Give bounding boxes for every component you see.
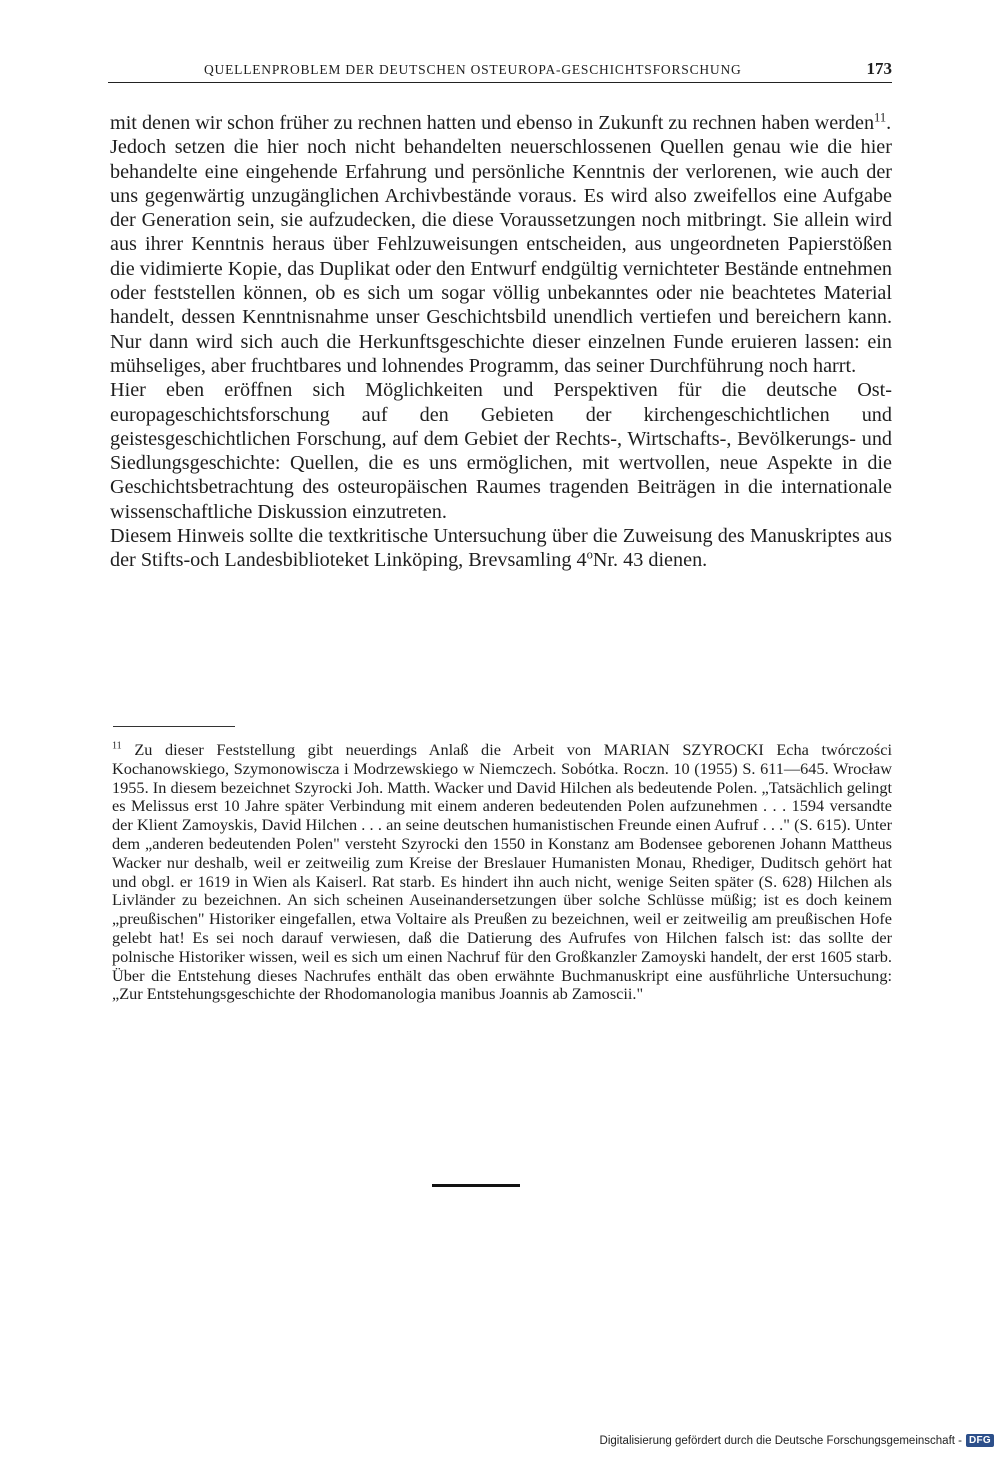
paragraph-1 xyxy=(110,111,892,135)
dfg-logo: DFG xyxy=(966,1434,994,1447)
page-number: 173 xyxy=(866,59,892,78)
footnote-separator xyxy=(113,726,235,728)
digitization-text: Digitalisierung gefördert durch die Deutsche Forschungsgemeinschaft - xyxy=(599,1434,962,1447)
footnote-11 xyxy=(112,741,892,1004)
paragraph-1-text: mit denen wir schon früher zu rechnen hatten und ebenso in Zukunft zu rechnen haben werden xyxy=(110,112,875,134)
end-rule xyxy=(432,1184,520,1187)
paragraph-4-text-b: Nr. 43 dienen. xyxy=(592,549,708,572)
footnote-text: Zu dieser Feststellung gibt neuerdings Anlaß die Arbeit von MARIAN SZYROCKI Echa twórczości Kochanowskiego, Szymonowiscza i Modrzewskiego w Niemczech. Sobótka. Roczn. 10 (1955) S. 611—645. Wrocław 1955. In diesem bezeichnet Szyrocki Joh. Matth. Wacker und David Hilchen als bedeutende Polen. „Tatsächlich gelingt es Melissus erst 10 Jahre später Verbindung mit einem anderen bedeutenden Polen aufzunehmen . . . 1594 versandte der Klient Zamoyskis, David Hilchen . . . an seine deutschen humanistischen Freunde einen Aufruf . . ." (S. 615). Unter dem „anderen bedeutenden Polen" versteht Szyrocki den 1550 in Konstanz am Bodensee geborenen Johann Mattheus Wacker nur deshalb, weil er zeitweilig zum Kreise der Breslauer Humanisten Monau, Rhediger, Duditsch gehört hat und obgl. er 1619 in Wien als Kaiserl. Rat starb. Es hindert ihn auch nicht, wenige Seiten später (S. 628) Hilchen als Livländer zu bezeichnen. An sich scheinen Auseinandersetzungen über solche Schlüsse müßig; ist es doch keinem „preußischen" Historiker eingefallen, etwa Voltaire als Preußen zu bezeichnen, weil er zeitweilig am preußischen Hofe gelebt hat! Es sei noch darauf verwiesen, daß die Datierung des Aufrufes von Hilchen falsch ist: das sollte der polnische Historiker wissen, weil es sich um einen Nachruf für den Großkanzler Zamoyski handelt, der erst 1605 starb. Über die Entstehung dieses Nachrufes enthält das oben erwähnte Buchmanuskript eine ausführliche Untersuchung: „Zur Entstehungsgeschichte der Rhodomanologia manibus Joannis ab Zamoscii." xyxy=(112,740,892,1004)
main-text xyxy=(110,111,892,573)
footnote-number: 11 xyxy=(112,740,122,752)
paragraph-4 xyxy=(110,524,892,573)
paragraph-3: Hier eben eröffnen sich Möglichkeiten und Perspektiven für die deutsche Osteuropageschichtsforschung auf den Gebieten der kirchengeschichtlichen und geistesgeschichtlichen Forschung, auf dem Gebiet der Rechts-, Wirtschafts-, Bevölkerungs- und Siedlungsgeschichte: Quellen, die es uns ermöglichen, mit wertvollen, neue Aspekte in die Geschichtsbetrachtung des osteuropäischen Raumes tragenden Beiträgen in die internationale wissenschaftliche Diskussion einzutreten. xyxy=(110,379,892,523)
degree-mark: o xyxy=(586,547,593,562)
paragraph-2: Jedoch setzen die hier noch nicht behandelten neuerschlossenen Quellen genau wie die hier behandelte eine eingehende Erfahrung und persönliche Kenntnis der verlorenen, wie auch der uns gegenwärtig unzugänglichen Archivbestände voraus. Es wird also zweifellos eine Aufgabe der Generation sein, sie aufzudecken, die diese Voraussetzungen noch mitbringt. Sie allein wird aus ihrer Kenntnis heraus über Fehlzuweisungen entscheiden, aus ungeordneten Papierstößen die vidimierte Kopie, das Duplikat oder den Entwurf endgültig vernichteter Bestände entnehmen oder feststellen können, ob es sich um sogar völlig unbekanntes oder nie beachtetes Material handelt, dessen Kenntnisnahme unser Geschichtsbild unendlich vertiefen und bereichern kann. Nur dann wird sich auch die Herkunftsgeschichte dieser einzelnen Funde eruieren lassen: ein mühseliges, aber fruchtbares und lohnendes Programm, das seiner Durchführung noch harrt. xyxy=(110,136,892,377)
footnote-reference: 11 xyxy=(874,110,887,125)
page-header xyxy=(108,58,892,83)
paragraph-4-text-a: Diesem Hinweis sollte die textkritische Untersuchung über die Zuweisung des Manuskriptes aus der Stifts-och Landesbiblioteket Linköping, Brevsamling 4 xyxy=(110,525,892,572)
paragraph-1-end: . xyxy=(886,112,892,134)
digitization-notice xyxy=(600,1434,994,1447)
running-head: QUELLENPROBLEM DER DEUTSCHEN OSTEUROPA-GESCHICHTSFORSCHUNG xyxy=(204,62,742,77)
